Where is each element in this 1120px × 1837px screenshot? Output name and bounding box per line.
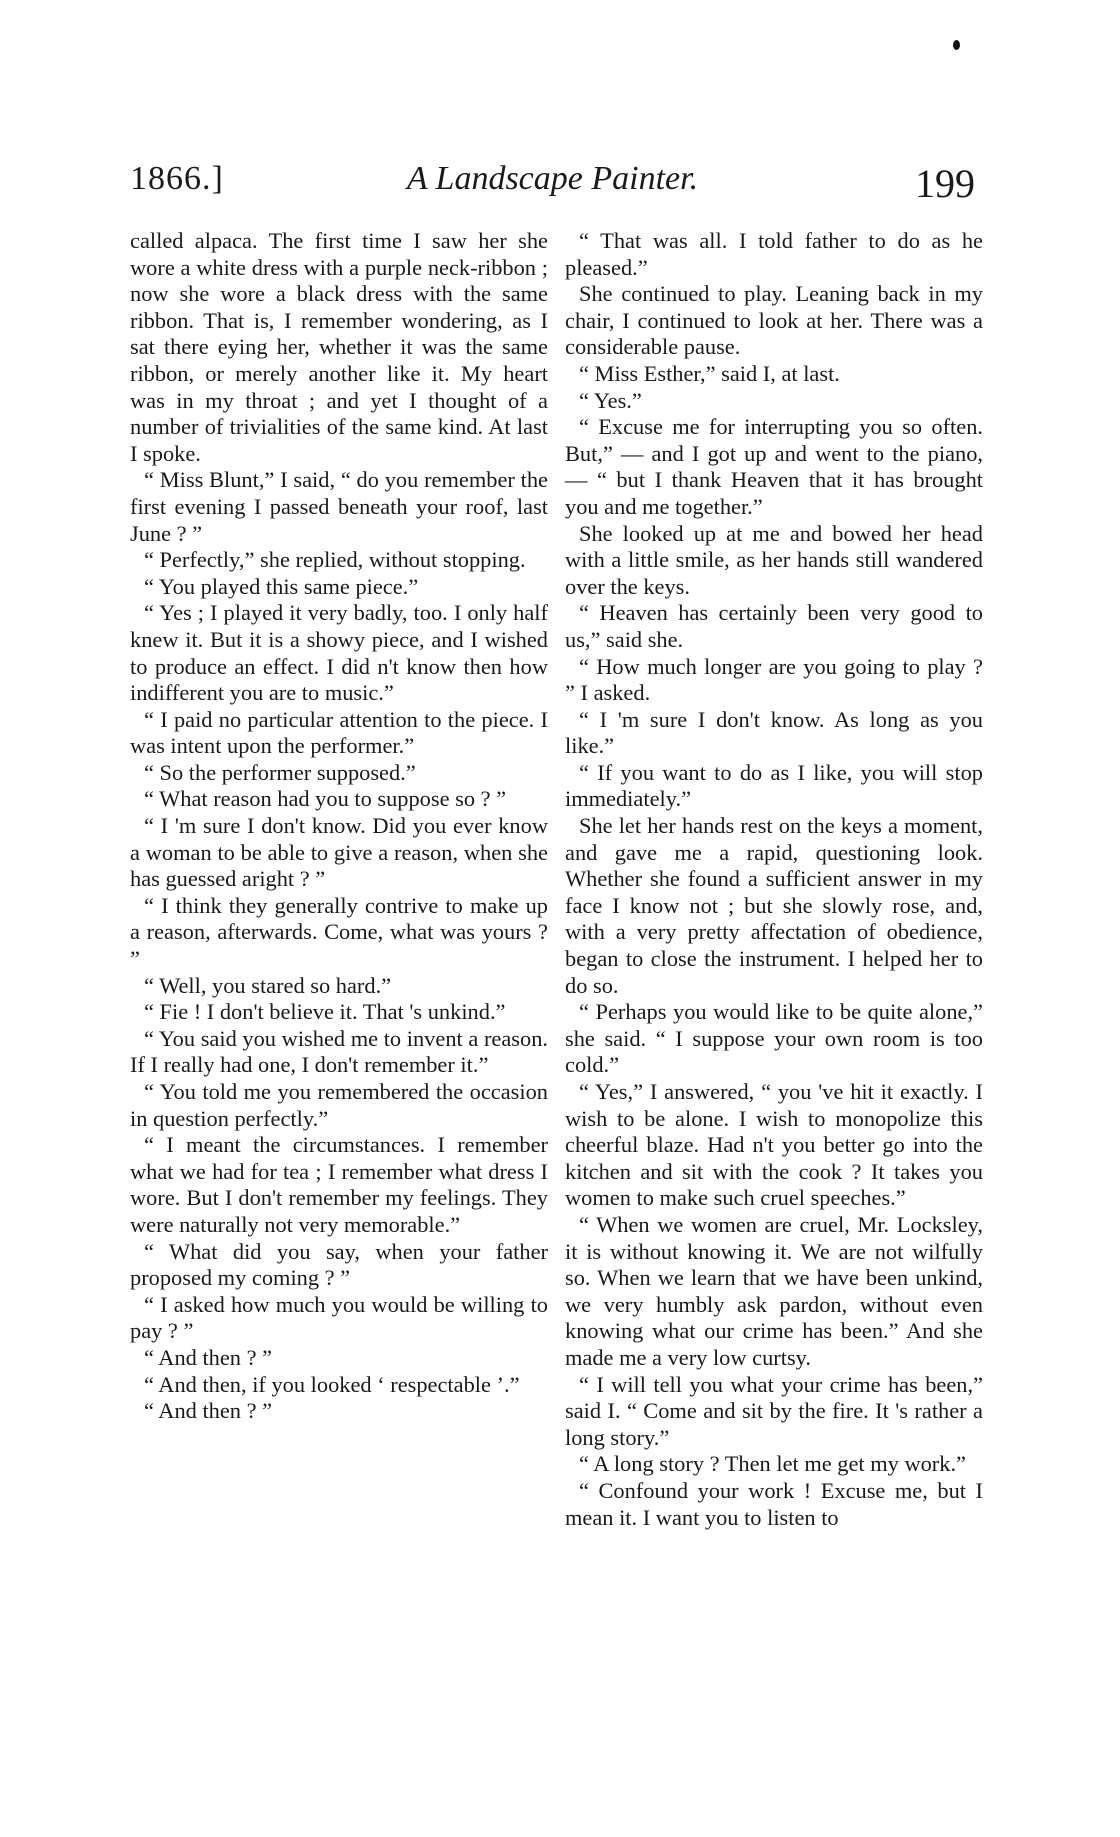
paragraph: “ Fie ! I don't believe it. That 's unkind.” bbox=[144, 999, 506, 1025]
paragraph: “ A long story ? Then let me get my work.” bbox=[579, 1451, 966, 1477]
paragraph: “ I will tell you what your crime has been,” said I. “ Come and sit by the fire. It 's rather a long story.” bbox=[565, 1371, 983, 1450]
paragraph: “ Confound your work ! Excuse me, but I mean it. I want you to listen to bbox=[565, 1477, 983, 1530]
paragraph: “ Yes,” I answered, “ you 've hit it exactly. I wish to be alone. I wish to monopolize this cheerful blaze. Had n't you better go into the kitchen and sit with the cook ? It takes you women to make such cruel speeches.” bbox=[565, 1079, 983, 1211]
paragraph: She let her hands rest on the keys a moment, and gave me a rapid, questioning look. Whether she found a sufficient answer in my face I know not ; but she slowly rose, and, with a very pretty affectation of obedience, began to close the instrument. I helped her to do so. bbox=[565, 813, 983, 998]
paragraph: “ Well, you stared so hard.” bbox=[144, 972, 392, 998]
paragraph: “ I meant the circumstances. I remember what we had for tea ; I remember what dress I wore. But I don't remember my feelings. They were naturally not very memorable.” bbox=[130, 1132, 548, 1237]
paragraph: “ How much longer are you going to play ? ” I asked. bbox=[565, 653, 983, 706]
paragraph: “ That was all. I told father to do as he pleased.” bbox=[565, 228, 983, 280]
paragraph: “ And then ? ” bbox=[144, 1344, 273, 1370]
paragraph: “ When we women are cruel, Mr. Locksley, it is without knowing it. We are not wilfully so. When we learn that we have been unkind, we very humbly ask pardon, without even knowing what our crime has been.” And she made me a very low curtsy. bbox=[565, 1211, 983, 1370]
paragraph: “ You said you wished me to invent a reason. If I really had one, I don't remember it.” bbox=[130, 1025, 548, 1078]
paragraph: “ You played this same piece.” bbox=[144, 573, 419, 599]
paragraph: “ Miss Esther,” said I, at last. bbox=[579, 360, 840, 386]
paragraph: “ I paid no particular attention to the piece. I was intent upon the performer.” bbox=[130, 706, 548, 759]
paragraph: “ What reason had you to suppose so ? ” bbox=[144, 786, 507, 812]
paragraph: “ So the performer supposed.” bbox=[144, 759, 416, 785]
paragraph: “ Yes.” bbox=[579, 387, 642, 413]
running-header bbox=[130, 150, 975, 210]
paragraph: “ Perhaps you would like to be quite alone,” she said. “ I suppose your own room is too cold.” bbox=[565, 999, 983, 1078]
paragraph: “ Yes ; I played it very badly, too. I only half knew it. But it is a showy piece, and I wished to produce an effect. I did n't know then how indifferent you are to music.” bbox=[130, 600, 548, 706]
paragraph: “ Perfectly,” she replied, without stopping. bbox=[144, 547, 526, 573]
paragraph: called alpaca. The first time I saw her she wore a white dress with a purple neck-ribbon ; now she wore a black dress with the same ribbon. That is, I remember wondering, as I sat there eying her, whether it was the same ribbon, or merely another like it. My heart was in my throat ; and yet I thought of a number of trivialities of the same kind. At last I spoke. bbox=[130, 228, 548, 466]
paragraph: She looked up at me and bowed her head with a little smile, as her hands still wandered over the keys. bbox=[565, 520, 983, 599]
paragraph: “ Excuse me for interrupting you so often. But,” — and I got up and went to the piano, — “ but I thank Heaven that it has brought you and me together.” bbox=[565, 414, 983, 519]
right-column bbox=[565, 228, 983, 1531]
paragraph: “ I think they generally contrive to make up a reason, afterwards. Come, what was yours ? ” bbox=[130, 892, 548, 972]
paragraph: “ And then ? ” bbox=[144, 1398, 273, 1424]
paragraph: “ I asked how much you would be willing to pay ? ” bbox=[130, 1291, 548, 1344]
paragraph: “ And then, if you looked ‘ respectable ’.” bbox=[144, 1371, 520, 1397]
paragraph: “ You told me you remembered the occasion in question perfectly.” bbox=[130, 1079, 548, 1131]
page-number: 199 bbox=[915, 161, 975, 206]
paragraph: “ If you want to do as I like, you will stop immediately.” bbox=[565, 759, 983, 812]
paragraph: “ I 'm sure I don't know. Did you ever know a woman to be able to give a reason, when she has guessed aright ? ” bbox=[130, 813, 548, 892]
paragraph: “ Miss Blunt,” I said, “ do you remember the first evening I passed beneath your roof, last June ? ” bbox=[130, 467, 548, 546]
paragraph: “ Heaven has certainly been very good to us,” said she. bbox=[565, 600, 983, 652]
left-column bbox=[130, 228, 548, 1425]
paragraph: “ What did you say, when your father proposed my coming ? ” bbox=[130, 1238, 548, 1291]
paragraph: “ I 'm sure I don't know. As long as you like.” bbox=[565, 706, 983, 759]
header-title: A Landscape Painter. bbox=[406, 160, 699, 197]
header-year: 1866.] bbox=[130, 160, 224, 197]
ink-dot bbox=[953, 40, 960, 50]
paragraph: She continued to play. Leaning back in my chair, I continued to look at her. There was a considerable pause. bbox=[565, 281, 983, 360]
